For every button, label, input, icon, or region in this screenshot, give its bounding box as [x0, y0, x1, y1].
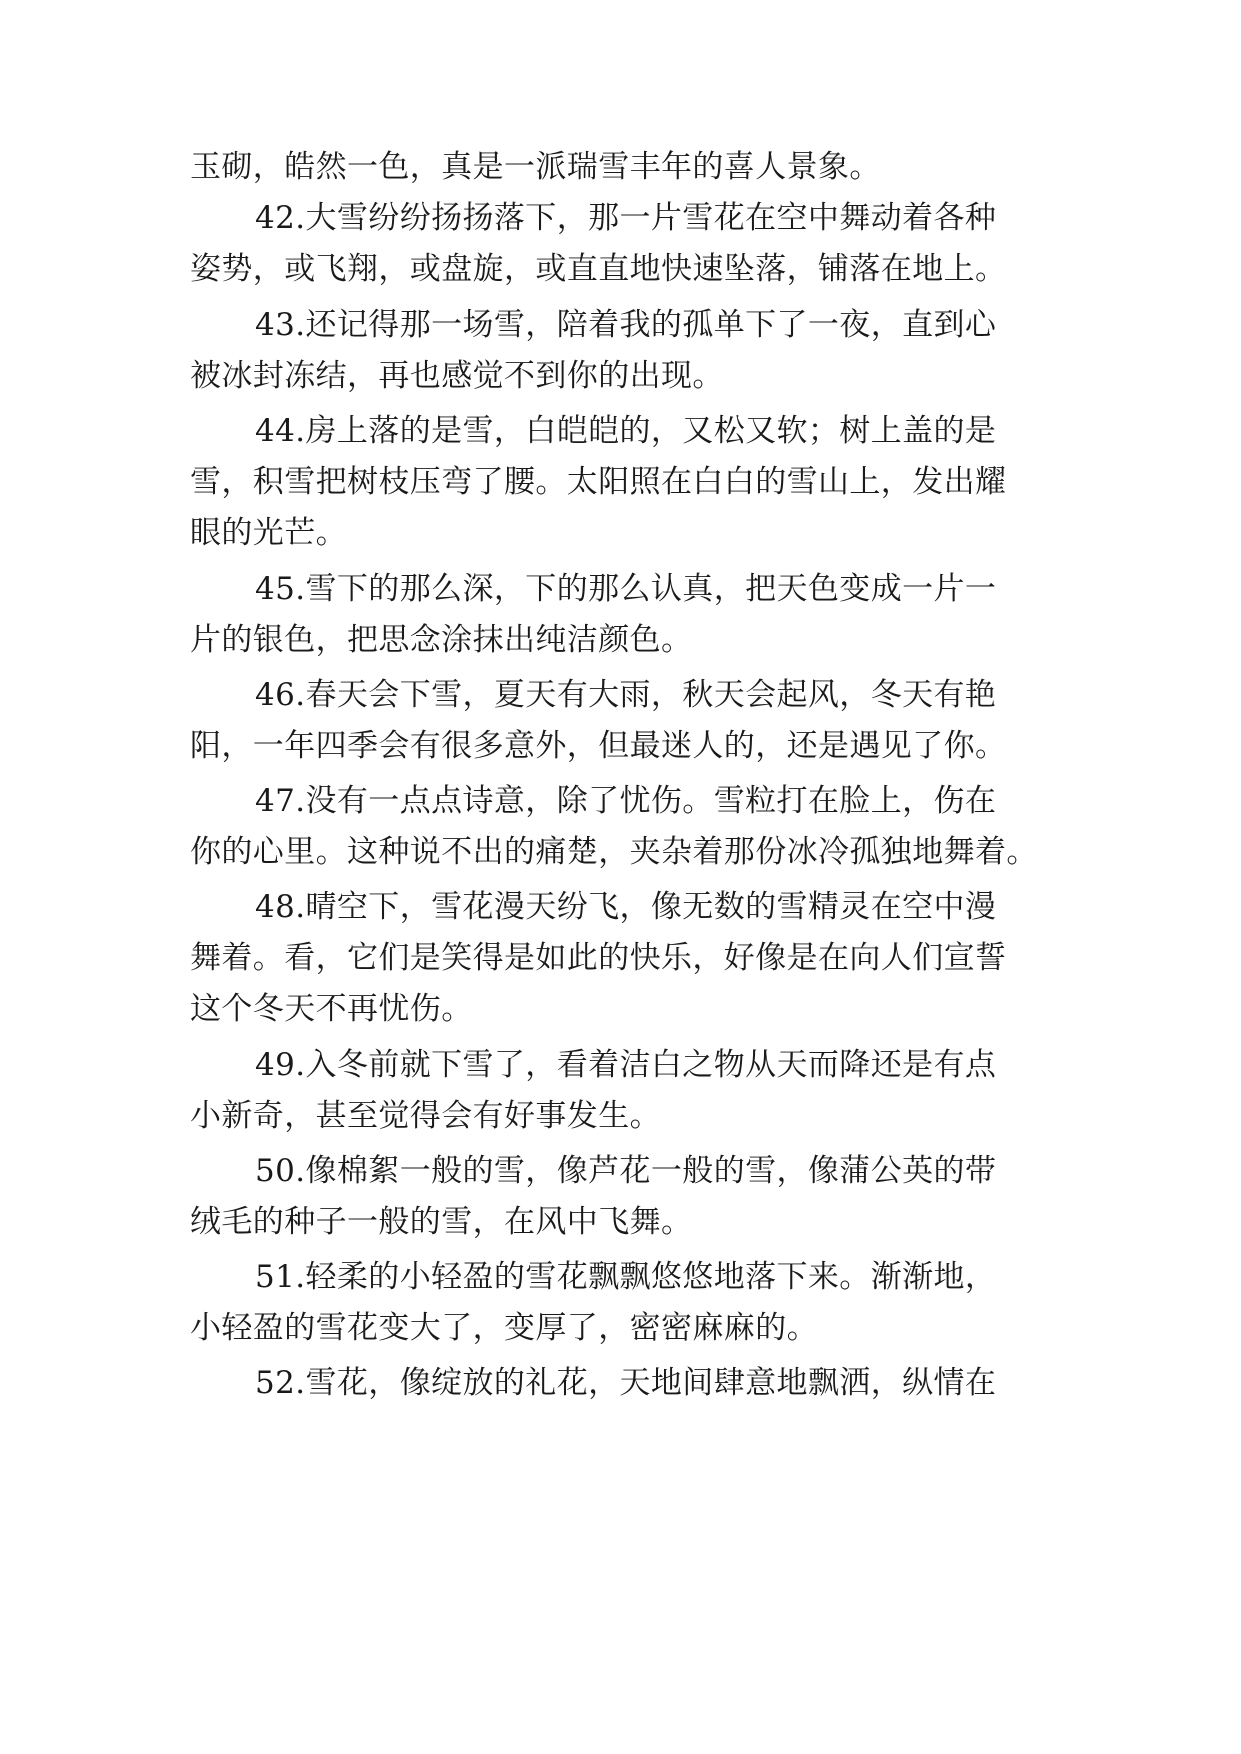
text-line: 50.像棉絮一般的雪，像芦花一般的雪，像蒲公英的带: [255, 1153, 997, 1189]
text-line: 阳，一年四季会有很多意外，但最迷人的，还是遇见了你。: [190, 728, 1007, 764]
text-line: 眼的光芒。: [190, 515, 347, 551]
text-line: 你的心里。这种说不出的痛楚，夹杂着那份冰冷孤独地舞着。: [190, 834, 1038, 870]
text-line: 小轻盈的雪花变大了，变厚了，密密麻麻的。: [190, 1310, 818, 1346]
text-line: 48.晴空下，雪花漫天纷飞，像无数的雪精灵在空中漫: [255, 889, 997, 925]
text-line: 42.大雪纷纷扬扬落下，那一片雪花在空中舞动着各种: [255, 200, 997, 236]
text-line: 绒毛的种子一般的雪，在风中飞舞。: [190, 1204, 693, 1240]
text-line: 片的银色，把思念涂抹出纯洁颜色。: [190, 622, 693, 658]
text-line: 姿势，或飞翔，或盘旋，或直直地快速坠落，铺落在地上。: [190, 251, 1007, 287]
text-line: 小新奇，甚至觉得会有好事发生。: [190, 1098, 661, 1134]
text-line: 被冰封冻结，再也感觉不到你的出现。: [190, 358, 724, 394]
text-line: 51.轻柔的小轻盈的雪花飘飘悠悠地落下来。渐渐地，: [255, 1259, 997, 1295]
text-line: 47.没有一点点诗意，除了忧伤。雪粒打在脸上，伤在: [255, 783, 997, 819]
text-line: 雪，积雪把树枝压弯了腰。太阳照在白白的雪山上，发出耀: [190, 464, 1007, 500]
text-line: 44.房上落的是雪，白皑皑的，又松又软；树上盖的是: [255, 413, 997, 449]
text-line: 43.还记得那一场雪，陪着我的孤单下了一夜，直到心: [255, 307, 997, 343]
text-line: 52.雪花，像绽放的礼花，天地间肆意地飘洒，纵情在: [255, 1365, 997, 1401]
text-line: 玉砌，皓然一色，真是一派瑞雪丰年的喜人景象。: [190, 149, 881, 185]
text-line: 舞着。看，它们是笑得是如此的快乐，好像是在向人们宣誓: [190, 940, 1007, 976]
text-line: 49.入冬前就下雪了，看着洁白之物从天而降还是有点: [255, 1047, 997, 1083]
text-line: 这个冬天不再忧伤。: [190, 991, 473, 1027]
text-line: 46.春天会下雪，夏天有大雨，秋天会起风，冬天有艳: [255, 677, 997, 713]
text-line: 45.雪下的那么深，下的那么认真，把天色变成一片一: [255, 571, 997, 607]
